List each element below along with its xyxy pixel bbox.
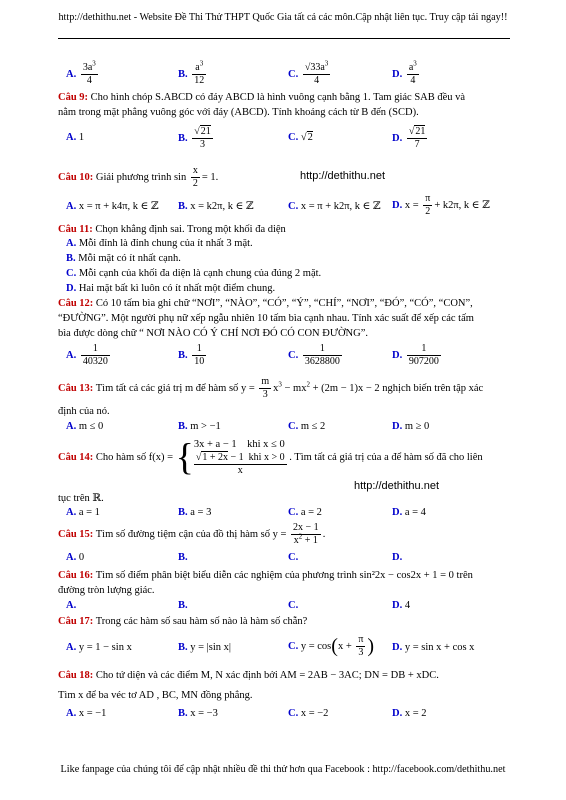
q13-option-c: C. m ≤ 2 (288, 421, 326, 432)
q15-option-a: A. 0 (66, 552, 85, 563)
q17-stem: Câu 17: Trong các hàm số sau hàm số nào là hàm số chẵn? (58, 616, 308, 627)
q15-stem: Câu 15: Tìm số đường tiệm cận của đồ thị hàm số y = $\frac{2x - 1}{x^2 + 1}$ . (58, 522, 326, 546)
q14-stem: Câu 14: Cho hàm số f(x) = {3x + a − 1 khi x ≤ 0 $\frac{\text{√1 + 2x − 1 khi x > 0}}{x}$ . Tìm tất cả giá trị của a để hàm số đã cho liên (58, 436, 483, 479)
q12-stem-line1: Câu 12: Có 10 tấm bìa ghi chữ “NƠI”, “NÀO”, “CÓ”, “Ý”, “CHÍ”, “NƠI”, “ĐÓ”, “CÓ”, “CON”, (58, 298, 473, 309)
q13-option-b: B. m > −1 (178, 421, 221, 432)
q16-option-d: D. 4 (392, 600, 411, 611)
q9-option-c: C. √2 (288, 132, 313, 143)
q8-option-b: B. $\frac{a^3}{12}$ (178, 59, 205, 86)
q16-option-a: A. (66, 600, 77, 611)
q11-option-d: D. Hai mặt bất kì luôn có ít nhất một điểm chung. (66, 283, 276, 294)
q18-option-c: C. x = −2 (288, 708, 329, 719)
q8-option-d: D. $\frac{a^3}{4}$ (392, 59, 417, 86)
q10-option-c: C. x = π + k2π, k ∈ ℤ (288, 201, 381, 212)
q18-stem-line2: Tìm x để ba véc tơ AD , BC, MN đồng phẳng. (58, 690, 253, 701)
q9-option-a: A. 1 (66, 132, 85, 143)
q17-option-a: A. y = 1 − sin x (66, 642, 132, 653)
q14-option-b: B. a = 3 (178, 507, 212, 518)
q8-option-a: A. $\frac{3a^3}{4}$ (66, 59, 96, 86)
q8-option-c: C. $\frac{√33a^3}{4}$ (288, 59, 329, 86)
q12-option-d: D. $\frac{1}{907200}$ (392, 343, 439, 367)
q12-option-c: C. $\frac{1}{3628800}$ (288, 343, 340, 367)
page-footer: Like fanpage của chúng tôi để cập nhật nhiều đề thi thử hơn qua Facebook : http://facebook.com/dethithu.net (60, 764, 506, 775)
q12-option-a: A. $\frac{1}{40320}$ (66, 343, 108, 367)
q16-option-b: B. (178, 600, 188, 611)
q10-option-b: B. x = k2π, k ∈ ℤ (178, 201, 254, 212)
q14-option-c: C. a = 2 (288, 507, 322, 518)
q13-stem-line2: định của nó. (58, 406, 110, 417)
q11-option-c: C. Mỗi cạnh của khối đa diện là cạnh chung của đúng 2 mặt. (66, 268, 322, 279)
q18-stem-line1: Câu 18: Cho tứ diện và các điểm M, N xác định bởi AM = 2AB − 3AC; DN = DB + xDC. (58, 670, 439, 681)
q10-option-a: A. x = π + k4π, k ∈ ℤ (66, 201, 159, 212)
q12-stem-line2: “ĐƯỜNG”. Một người phụ nữ xếp ngẫu nhiên 10 tấm bìa cạnh nhau. Tính xác suất để xếp các tấm (58, 313, 474, 324)
q16-stem-line2: đường tròn lượng giác. (58, 585, 155, 596)
q10-option-d: D. x = $\frac{\pi}{2}$ + k2π, k ∈ ℤ (392, 193, 490, 217)
q9-stem-line1: Câu 9: Cho hình chóp S.ABCD có đáy ABCD là hình vuông cạnh bằng 1. Tam giác SAB đều và (58, 92, 466, 103)
q9-option-d: D. $\frac{√21}{7}$ (392, 126, 426, 150)
q18-option-b: B. x = −3 (178, 708, 218, 719)
q18-option-a: A. x = −1 (66, 708, 107, 719)
q15-option-c: C. (288, 552, 299, 563)
q11-option-a: A. Mỗi đỉnh là đỉnh chung của ít nhất 3 mặt. (66, 238, 253, 249)
q16-stem-line1: Câu 16: Tìm số điểm phân biệt biểu diễn các nghiệm của phương trình sin²2x − cos2x + 1 = 0 trên (58, 570, 473, 581)
watermark-2: http://dethithu.net (354, 480, 440, 492)
q16-option-c: C. (288, 600, 299, 611)
q17-option-b: B. y = |sin x| (178, 642, 232, 653)
q14-option-d: D. a = 4 (392, 507, 426, 518)
q14-stem-line2: tục trên ℝ. (58, 493, 104, 504)
q11-stem: Câu 11: Chọn khẳng định sai. Trong một khối đa diện (58, 224, 286, 235)
q17-option-c: C. y = cos(x + $\frac{\pi}{3}$ ) (288, 634, 375, 658)
page-header: http://dethithu.net - Website Đề Thi Thử THPT Quốc Gia tất cả các môn.Cập nhật liên tục. Truy cập tải ngay!! (58, 12, 508, 23)
q13-option-d: D. m ≥ 0 (392, 421, 430, 432)
q10-stem: Câu 10: Giải phương trình sin $\frac{x}{2}$ = 1. (58, 165, 219, 189)
q11-option-b: B. Mỗi mặt có ít nhất cạnh. (66, 253, 181, 264)
q12-stem-line3: bìa được dòng chữ “ NƠI NÀO CÓ Ý CHÍ NƠI ĐÓ CÓ CON ĐƯỜNG”. (58, 328, 369, 339)
q15-option-d: D. (392, 552, 403, 563)
watermark-1: http://dethithu.net (300, 170, 386, 182)
q9-option-b: B. $\frac{√21}{3}$ (178, 126, 211, 150)
q13-option-a: A. m ≤ 0 (66, 421, 104, 432)
q17-option-d: D. y = sin x + cos x (392, 642, 475, 653)
q18-option-d: D. x = 2 (392, 708, 427, 719)
q14-option-a: A. a = 1 (66, 507, 100, 518)
q9-stem-line2: nằm trong mặt phẳng vuông góc với đáy (ABCD). Tính khoảng cách từ B đến (SCD). (58, 107, 419, 118)
q15-option-b: B. (178, 552, 188, 563)
q12-option-b: B. $\frac{1}{10}$ (178, 343, 205, 367)
q13-stem: Câu 13: Tìm tất cả các giá trị m để hàm số y = $\frac{m}{3}$ $x^3 - mx^2 + (2m - 1)x - 2$ nghịch biến trên tập xác (58, 376, 484, 400)
header-divider (58, 38, 510, 39)
